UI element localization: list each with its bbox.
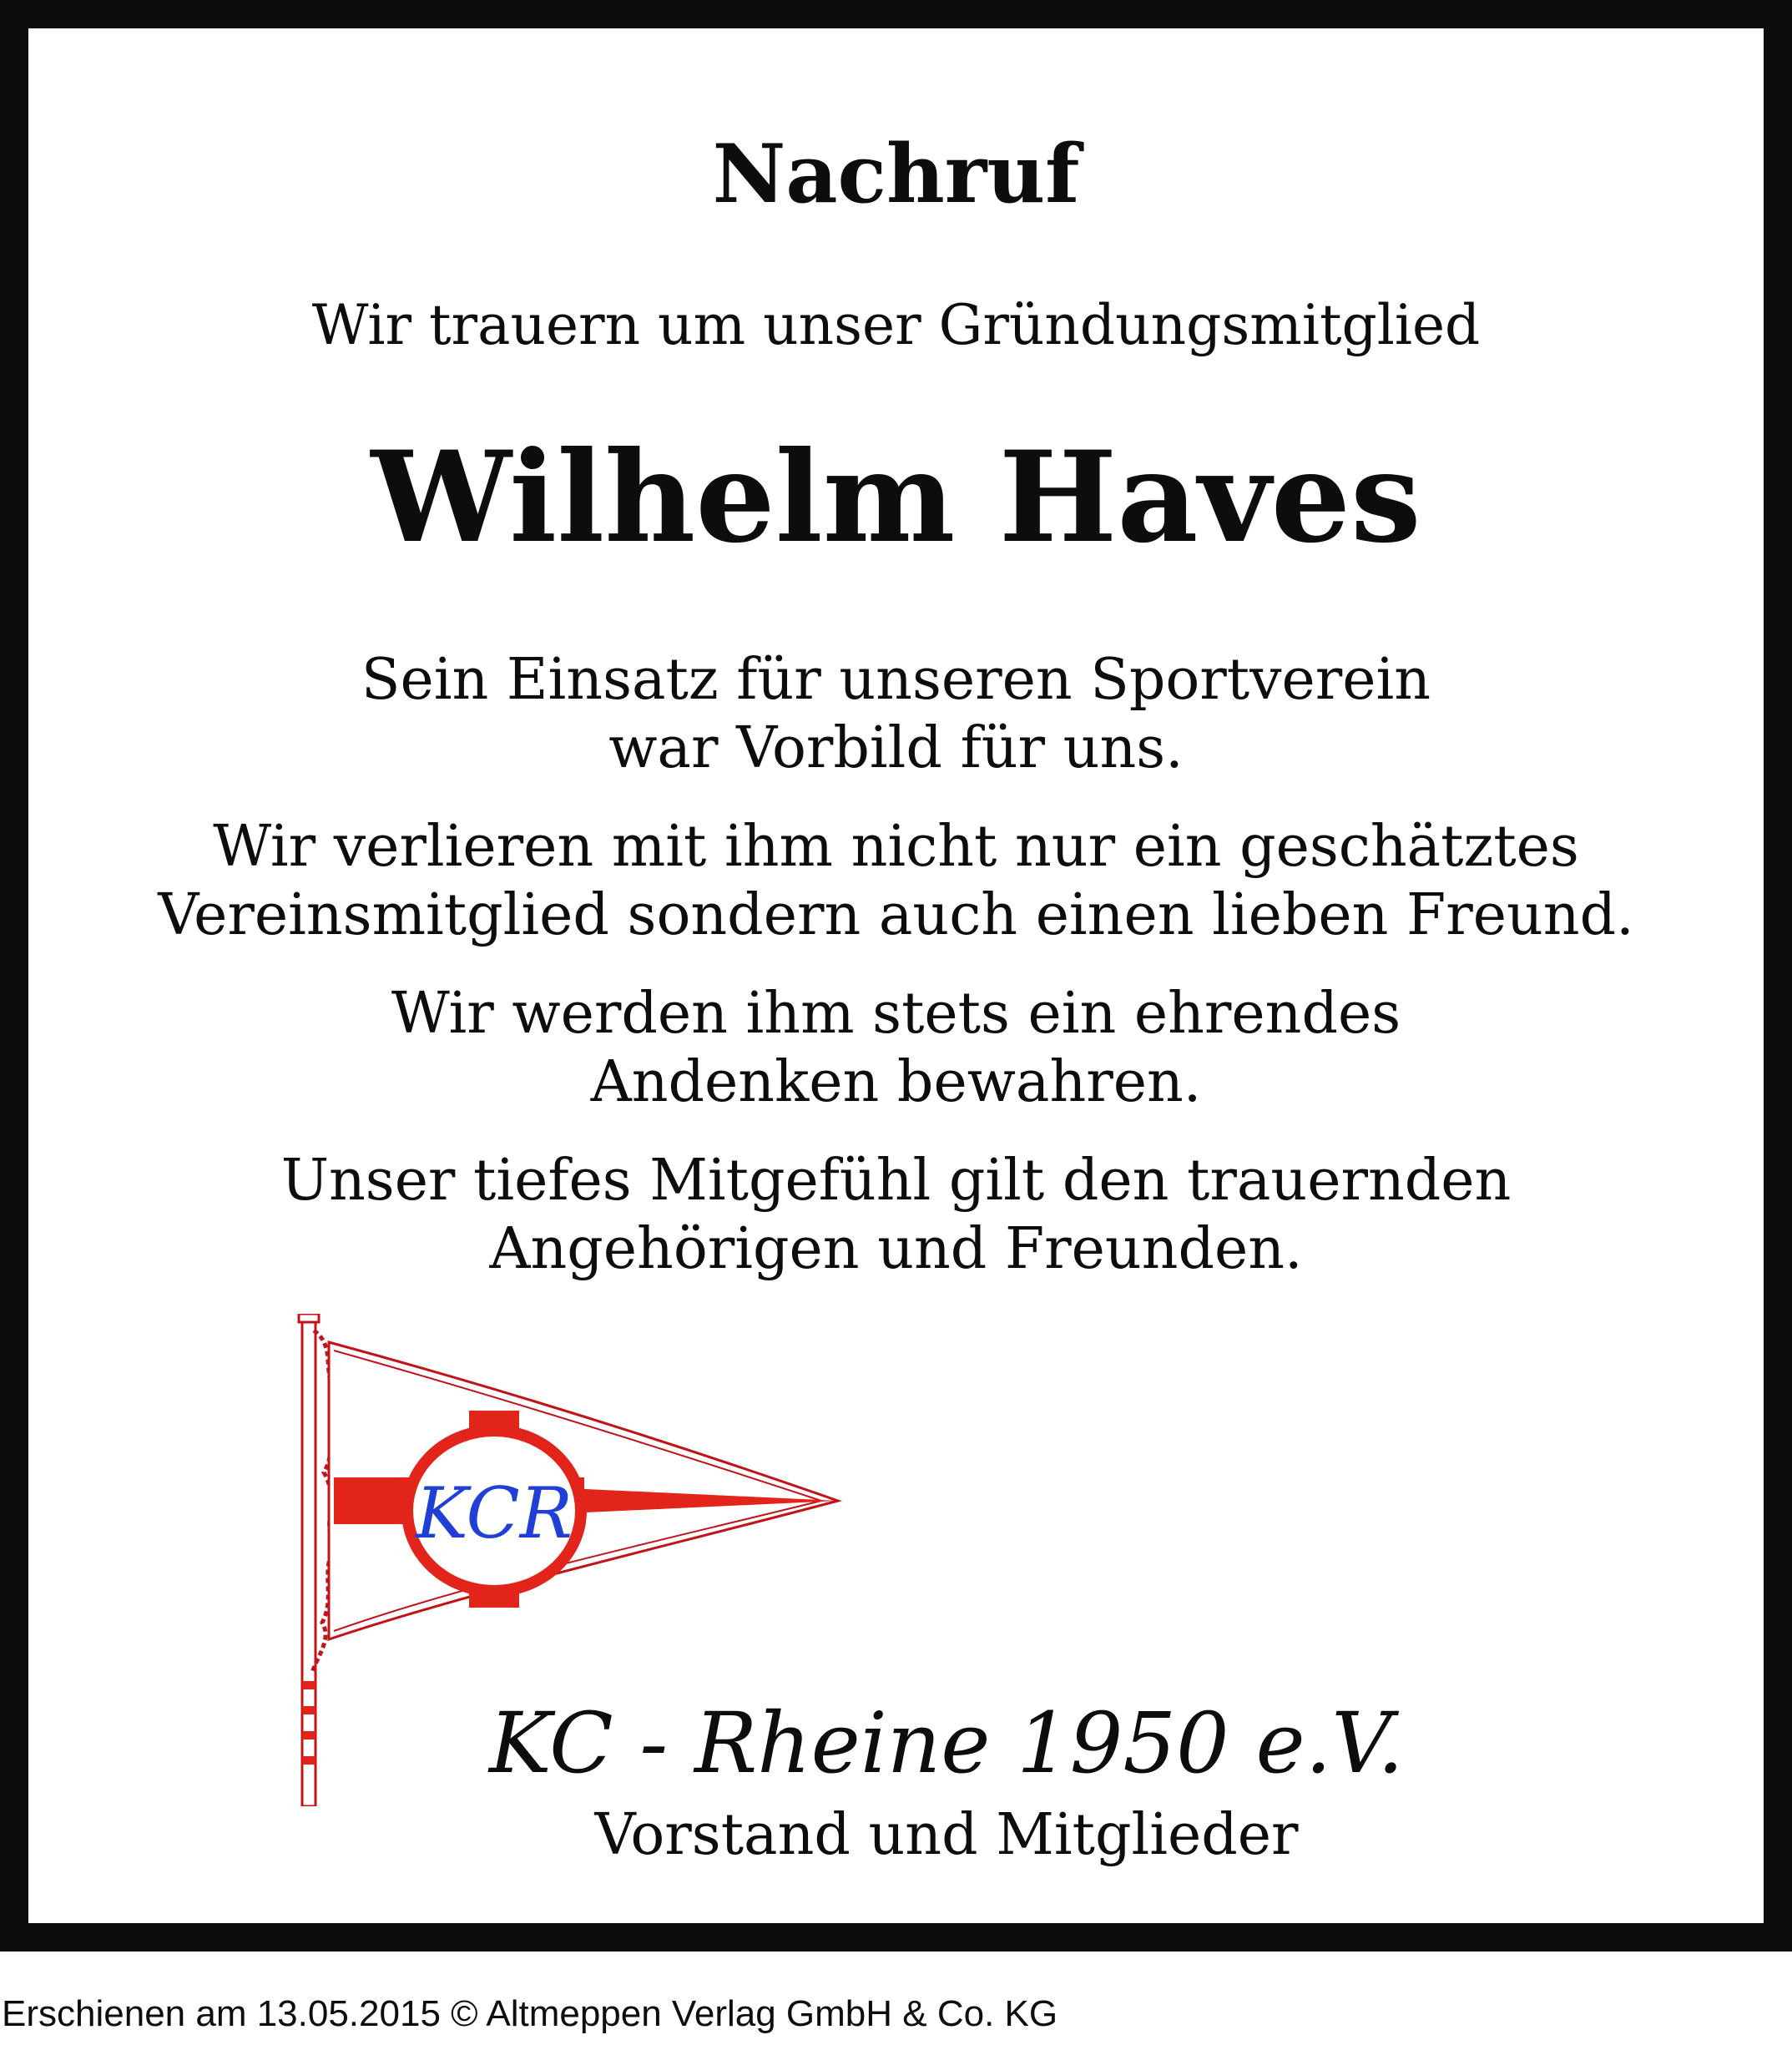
signature: Vorstand und Mitglieder — [594, 1802, 1299, 1868]
paragraph-line: Vereinsmitglied sondern auch einen lieben Freund. — [158, 882, 1634, 948]
notice-intro: Wir trauern um unser Gründungsmitglied — [311, 293, 1481, 357]
notice-title: Nachruf — [712, 127, 1080, 221]
paragraph-1 — [28, 646, 1764, 783]
paragraph-3 — [28, 980, 1764, 1117]
paragraph-2 — [28, 813, 1764, 950]
club-name: KC - Rheine 1950 e.V. — [489, 1694, 1404, 1792]
publication-footer: Erschienen am 13.05.2015 © Altmeppen Verlag GmbH & Co. KG — [2, 1993, 1058, 2034]
pole-band — [302, 1756, 315, 1765]
pole-band — [302, 1731, 315, 1739]
paragraph-line: Angehörigen und Freunden. — [489, 1216, 1303, 1282]
pole-band — [302, 1706, 315, 1714]
paragraph-line: Wir verlieren mit ihm nicht nur ein geschätztes — [213, 814, 1579, 880]
paragraph-line: Wir werden ihm stets ein ehrendes — [391, 981, 1401, 1047]
pole-cap — [299, 1314, 319, 1322]
deceased-name: Wilhelm Haves — [371, 424, 1421, 571]
paragraph-line: Andenken bewahren. — [590, 1049, 1202, 1115]
notice-panel — [28, 28, 1764, 1923]
badge-text: KCR — [415, 1472, 573, 1554]
pole-band — [302, 1681, 315, 1689]
paragraph-4 — [28, 1147, 1764, 1284]
paragraph-line: Unser tiefes Mitgefühl gilt den trauernden — [280, 1148, 1512, 1214]
paragraph-line: war Vorbild für uns. — [608, 715, 1184, 781]
paragraph-line: Sein Einsatz für unseren Sportverein — [361, 647, 1431, 713]
